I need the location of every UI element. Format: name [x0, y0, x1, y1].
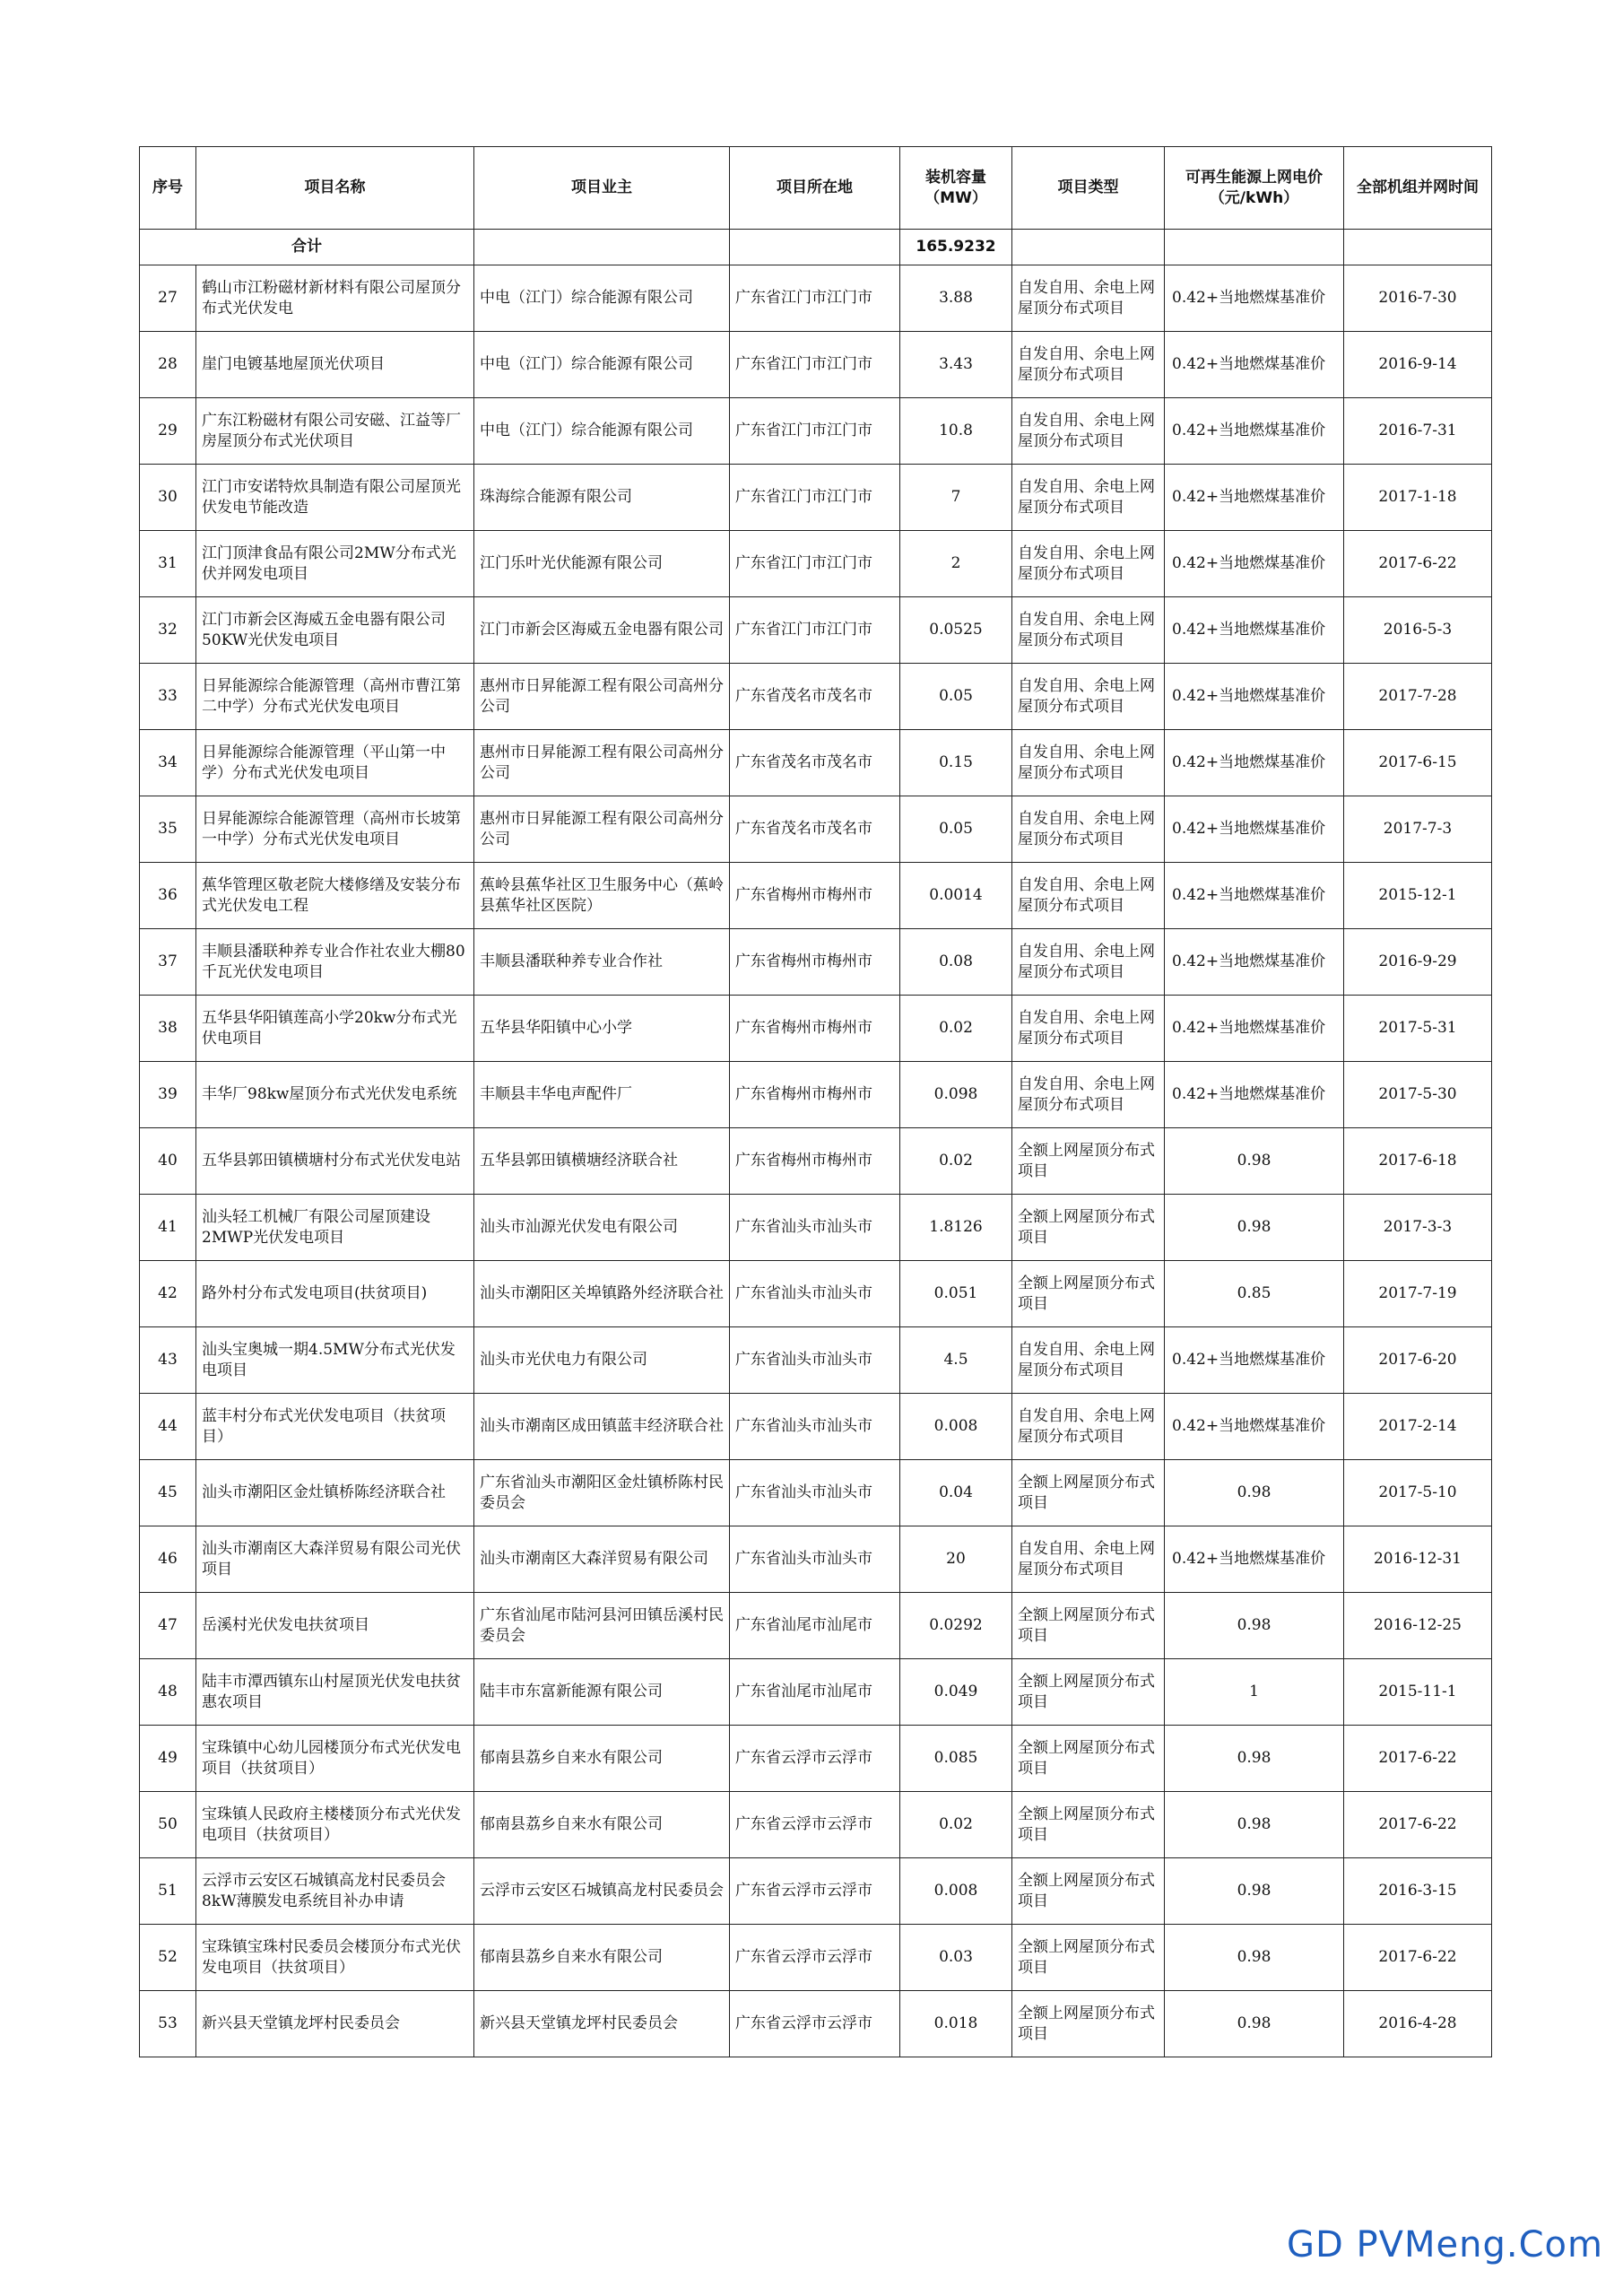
- cell-grid-time: 2017-5-31: [1344, 996, 1492, 1062]
- cell-owner: 广东省汕头市潮阳区金灶镇桥陈村民委员会: [474, 1460, 730, 1526]
- cell-owner: 丰顺县潘联种养专业合作社: [474, 929, 730, 996]
- cell-project-name: 五华县郭田镇横塘村分布式光伏发电站: [196, 1128, 474, 1195]
- cell-owner: 江门市新会区海威五金电器有限公司: [474, 597, 730, 664]
- cell-project-name: 鹤山市江粉磁材新材料有限公司屋顶分布式光伏发电: [196, 265, 474, 332]
- table-body: [140, 230, 1492, 2057]
- cell-grid-time: 2017-7-19: [1344, 1261, 1492, 1327]
- cell-capacity: 0.02: [900, 1792, 1012, 1858]
- cell-project-type: 自发自用、余电上网屋顶分布式项目: [1012, 1062, 1165, 1128]
- cell-price: 1: [1165, 1659, 1344, 1726]
- table-row: [140, 1726, 1492, 1792]
- cell-location: 广东省云浮市云浮市: [730, 1858, 900, 1925]
- cell-owner: 惠州市日昇能源工程有限公司高州分公司: [474, 796, 730, 863]
- cell-capacity: 0.008: [900, 1858, 1012, 1925]
- table-row: [140, 1062, 1492, 1128]
- cell-seq: 46: [140, 1526, 196, 1593]
- cell-price: 0.98: [1165, 1792, 1344, 1858]
- cell-seq: 32: [140, 597, 196, 664]
- cell-project-name: 宝珠镇宝珠村民委员会楼顶分布式光伏发电项目（扶贫项目）: [196, 1925, 474, 1991]
- cell-grid-time: 2016-3-15: [1344, 1858, 1492, 1925]
- cell-location: 广东省汕尾市汕尾市: [730, 1659, 900, 1726]
- cell-capacity: 0.051: [900, 1261, 1012, 1327]
- cell-location: 广东省茂名市茂名市: [730, 664, 900, 730]
- cell-project-type: 全额上网屋顶分布式项目: [1012, 1659, 1165, 1726]
- cell-project-type: 全额上网屋顶分布式项目: [1012, 1858, 1165, 1925]
- cell-price: 0.98: [1165, 1991, 1344, 2057]
- cell-owner: 中电（江门）综合能源有限公司: [474, 398, 730, 465]
- cell-seq: 31: [140, 531, 196, 597]
- cell-project-name: 江门顶津食品有限公司2MW分布式光伏并网发电项目: [196, 531, 474, 597]
- project-table: [139, 146, 1492, 2057]
- cell-location: 广东省汕头市汕头市: [730, 1195, 900, 1261]
- cell-owner: 郁南县荔乡自来水有限公司: [474, 1792, 730, 1858]
- table-row: [140, 664, 1492, 730]
- cell-project-type: 全额上网屋顶分布式项目: [1012, 1128, 1165, 1195]
- total-capacity: 165.9232: [900, 230, 1012, 265]
- table-row: [140, 1261, 1492, 1327]
- cell-price: 0.42+当地燃煤基准价: [1165, 863, 1344, 929]
- cell-capacity: 0.02: [900, 1128, 1012, 1195]
- cell-grid-time: 2016-12-25: [1344, 1593, 1492, 1659]
- cell-owner: 汕头市汕源光伏发电有限公司: [474, 1195, 730, 1261]
- cell-seq: 28: [140, 332, 196, 398]
- cell-price: 0.42+当地燃煤基准价: [1165, 929, 1344, 996]
- total-row: [140, 230, 1492, 265]
- cell-seq: 37: [140, 929, 196, 996]
- cell-location: 广东省云浮市云浮市: [730, 1925, 900, 1991]
- cell-location: 广东省梅州市梅州市: [730, 1062, 900, 1128]
- cell-seq: 41: [140, 1195, 196, 1261]
- header-row: [140, 147, 1492, 230]
- total-empty-cell: [1165, 230, 1344, 265]
- cell-seq: 45: [140, 1460, 196, 1526]
- cell-project-type: 全额上网屋顶分布式项目: [1012, 1726, 1165, 1792]
- cell-location: 广东省云浮市云浮市: [730, 1991, 900, 2057]
- cell-project-type: 全额上网屋顶分布式项目: [1012, 1261, 1165, 1327]
- header-type: 项目类型: [1012, 147, 1165, 230]
- cell-price: 0.98: [1165, 1593, 1344, 1659]
- cell-price: 0.42+当地燃煤基准价: [1165, 796, 1344, 863]
- cell-project-name: 宝珠镇中心幼儿园楼顶分布式光伏发电项目（扶贫项目）: [196, 1726, 474, 1792]
- cell-location: 广东省汕尾市汕尾市: [730, 1593, 900, 1659]
- cell-project-name: 宝珠镇人民政府主楼楼顶分布式光伏发电项目（扶贫项目）: [196, 1792, 474, 1858]
- cell-project-name: 汕头宝奥城一期4.5MW分布式光伏发电项目: [196, 1327, 474, 1394]
- cell-grid-time: 2017-5-10: [1344, 1460, 1492, 1526]
- header-price: 可再生能源上网电价（元/kWh）: [1165, 147, 1344, 230]
- table-row: [140, 1195, 1492, 1261]
- total-empty-cell: [1344, 230, 1492, 265]
- cell-price: 0.98: [1165, 1460, 1344, 1526]
- cell-seq: 47: [140, 1593, 196, 1659]
- cell-grid-time: 2017-2-14: [1344, 1394, 1492, 1460]
- cell-grid-time: 2017-6-22: [1344, 1792, 1492, 1858]
- cell-seq: 53: [140, 1991, 196, 2057]
- cell-price: 0.98: [1165, 1128, 1344, 1195]
- cell-price: 0.42+当地燃煤基准价: [1165, 531, 1344, 597]
- cell-grid-time: 2017-7-28: [1344, 664, 1492, 730]
- cell-grid-time: 2017-5-30: [1344, 1062, 1492, 1128]
- table-row: [140, 1925, 1492, 1991]
- cell-project-name: 蓝丰村分布式光伏发电项目（扶贫项目）: [196, 1394, 474, 1460]
- cell-price: 0.42+当地燃煤基准价: [1165, 265, 1344, 332]
- cell-grid-time: 2015-12-1: [1344, 863, 1492, 929]
- cell-grid-time: 2017-1-18: [1344, 465, 1492, 531]
- cell-project-type: 自发自用、余电上网屋顶分布式项目: [1012, 265, 1165, 332]
- table-row: [140, 1991, 1492, 2057]
- table-row: [140, 1593, 1492, 1659]
- cell-owner: 汕头市潮阳区关埠镇路外经济联合社: [474, 1261, 730, 1327]
- table-row: [140, 398, 1492, 465]
- table-row: [140, 465, 1492, 531]
- cell-capacity: 10.8: [900, 398, 1012, 465]
- cell-owner: 新兴县天堂镇龙坪村民委员会: [474, 1991, 730, 2057]
- cell-project-name: 丰华厂98kw屋顶分布式光伏发电系统: [196, 1062, 474, 1128]
- cell-project-name: 汕头市潮南区大森洋贸易有限公司光伏项目: [196, 1526, 474, 1593]
- cell-seq: 49: [140, 1726, 196, 1792]
- cell-grid-time: 2017-6-20: [1344, 1327, 1492, 1394]
- cell-price: 0.85: [1165, 1261, 1344, 1327]
- cell-grid-time: 2017-6-15: [1344, 730, 1492, 796]
- table-row: [140, 1792, 1492, 1858]
- cell-project-type: 自发自用、余电上网屋顶分布式项目: [1012, 996, 1165, 1062]
- cell-capacity: 0.15: [900, 730, 1012, 796]
- cell-grid-time: 2017-6-18: [1344, 1128, 1492, 1195]
- cell-capacity: 0.0525: [900, 597, 1012, 664]
- table-row: [140, 1659, 1492, 1726]
- cell-location: 广东省梅州市梅州市: [730, 929, 900, 996]
- cell-project-name: 云浮市云安区石城镇高龙村民委员会8kW薄膜发电系统目补办申请: [196, 1858, 474, 1925]
- cell-project-name: 日昇能源综合能源管理（高州市长坡第一中学）分布式光伏发电项目: [196, 796, 474, 863]
- cell-price: 0.42+当地燃煤基准价: [1165, 730, 1344, 796]
- cell-project-name: 广东江粉磁材有限公司安磁、江益等厂房屋顶分布式光伏项目: [196, 398, 474, 465]
- cell-project-type: 自发自用、余电上网屋顶分布式项目: [1012, 531, 1165, 597]
- cell-capacity: 4.5: [900, 1327, 1012, 1394]
- cell-capacity: 0.008: [900, 1394, 1012, 1460]
- cell-grid-time: 2017-6-22: [1344, 531, 1492, 597]
- header-capacity: 装机容量（MW）: [900, 147, 1012, 230]
- cell-grid-time: 2016-5-3: [1344, 597, 1492, 664]
- cell-seq: 35: [140, 796, 196, 863]
- cell-project-type: 自发自用、余电上网屋顶分布式项目: [1012, 796, 1165, 863]
- cell-seq: 33: [140, 664, 196, 730]
- watermark-text: GD PVMeng.Com: [1287, 2224, 1603, 2266]
- cell-owner: 陆丰市东富新能源有限公司: [474, 1659, 730, 1726]
- table-row: [140, 332, 1492, 398]
- cell-price: 0.98: [1165, 1925, 1344, 1991]
- cell-project-type: 自发自用、余电上网屋顶分布式项目: [1012, 664, 1165, 730]
- cell-project-name: 岳溪村光伏发电扶贫项目: [196, 1593, 474, 1659]
- table-row: [140, 597, 1492, 664]
- cell-project-type: 自发自用、余电上网屋顶分布式项目: [1012, 465, 1165, 531]
- cell-price: 0.42+当地燃煤基准价: [1165, 398, 1344, 465]
- cell-capacity: 0.0014: [900, 863, 1012, 929]
- table-row: [140, 1460, 1492, 1526]
- cell-price: 0.42+当地燃煤基准价: [1165, 1394, 1344, 1460]
- cell-price: 0.42+当地燃煤基准价: [1165, 332, 1344, 398]
- cell-seq: 44: [140, 1394, 196, 1460]
- cell-grid-time: 2017-6-22: [1344, 1726, 1492, 1792]
- cell-project-name: 汕头轻工机械厂有限公司屋顶建设2MWP光伏发电项目: [196, 1195, 474, 1261]
- cell-capacity: 0.085: [900, 1726, 1012, 1792]
- table-row: [140, 1394, 1492, 1460]
- cell-owner: 汕头市潮南区大森洋贸易有限公司: [474, 1526, 730, 1593]
- cell-project-name: 江门市新会区海威五金电器有限公司50KW光伏发电项目: [196, 597, 474, 664]
- cell-price: 0.98: [1165, 1858, 1344, 1925]
- table-row: [140, 730, 1492, 796]
- table-row: [140, 929, 1492, 996]
- cell-price: 0.42+当地燃煤基准价: [1165, 996, 1344, 1062]
- cell-project-type: 自发自用、余电上网屋顶分布式项目: [1012, 1327, 1165, 1394]
- cell-location: 广东省茂名市茂名市: [730, 730, 900, 796]
- cell-project-type: 全额上网屋顶分布式项目: [1012, 1991, 1165, 2057]
- cell-capacity: 0.02: [900, 996, 1012, 1062]
- cell-project-name: 陆丰市潭西镇东山村屋顶光伏发电扶贫惠农项目: [196, 1659, 474, 1726]
- cell-owner: 江门乐叶光伏能源有限公司: [474, 531, 730, 597]
- cell-capacity: 3.43: [900, 332, 1012, 398]
- cell-grid-time: 2017-6-22: [1344, 1925, 1492, 1991]
- cell-seq: 27: [140, 265, 196, 332]
- cell-price: 0.42+当地燃煤基准价: [1165, 597, 1344, 664]
- cell-price: 0.42+当地燃煤基准价: [1165, 465, 1344, 531]
- table-row: [140, 796, 1492, 863]
- cell-capacity: 20: [900, 1526, 1012, 1593]
- cell-owner: 丰顺县丰华电声配件厂: [474, 1062, 730, 1128]
- cell-owner: 郁南县荔乡自来水有限公司: [474, 1726, 730, 1792]
- cell-project-name: 蕉华管理区敬老院大楼修缮及安装分布式光伏发电工程: [196, 863, 474, 929]
- cell-seq: 34: [140, 730, 196, 796]
- cell-owner: 珠海综合能源有限公司: [474, 465, 730, 531]
- cell-price: 0.42+当地燃煤基准价: [1165, 1526, 1344, 1593]
- cell-seq: 36: [140, 863, 196, 929]
- cell-grid-time: 2015-11-1: [1344, 1659, 1492, 1726]
- table-row: [140, 1526, 1492, 1593]
- cell-owner: 惠州市日昇能源工程有限公司高州分公司: [474, 664, 730, 730]
- cell-owner: 五华县华阳镇中心小学: [474, 996, 730, 1062]
- cell-seq: 38: [140, 996, 196, 1062]
- cell-project-type: 全额上网屋顶分布式项目: [1012, 1925, 1165, 1991]
- header-grid-time: 全部机组并网时间: [1344, 147, 1492, 230]
- cell-project-name: 日昇能源综合能源管理（平山第一中学）分布式光伏发电项目: [196, 730, 474, 796]
- cell-location: 广东省汕头市汕头市: [730, 1261, 900, 1327]
- table-row: [140, 996, 1492, 1062]
- table-row: [140, 863, 1492, 929]
- cell-price: 0.42+当地燃煤基准价: [1165, 1327, 1344, 1394]
- cell-owner: 云浮市云安区石城镇高龙村民委员会: [474, 1858, 730, 1925]
- cell-project-name: 汕头市潮阳区金灶镇桥陈经济联合社: [196, 1460, 474, 1526]
- cell-grid-time: 2016-7-30: [1344, 265, 1492, 332]
- cell-seq: 51: [140, 1858, 196, 1925]
- cell-capacity: 0.05: [900, 796, 1012, 863]
- cell-capacity: 3.88: [900, 265, 1012, 332]
- total-empty-cell: [1012, 230, 1165, 265]
- cell-location: 广东省云浮市云浮市: [730, 1792, 900, 1858]
- cell-project-name: 新兴县天堂镇龙坪村民委员会: [196, 1991, 474, 2057]
- cell-seq: 30: [140, 465, 196, 531]
- cell-capacity: 0.04: [900, 1460, 1012, 1526]
- cell-location: 广东省江门市江门市: [730, 465, 900, 531]
- cell-grid-time: 2016-9-14: [1344, 332, 1492, 398]
- cell-location: 广东省茂名市茂名市: [730, 796, 900, 863]
- cell-grid-time: 2016-7-31: [1344, 398, 1492, 465]
- cell-location: 广东省汕头市汕头市: [730, 1327, 900, 1394]
- cell-project-type: 自发自用、余电上网屋顶分布式项目: [1012, 863, 1165, 929]
- cell-grid-time: 2017-7-3: [1344, 796, 1492, 863]
- cell-project-name: 路外村分布式发电项目(扶贫项目): [196, 1261, 474, 1327]
- cell-capacity: 2: [900, 531, 1012, 597]
- cell-project-type: 自发自用、余电上网屋顶分布式项目: [1012, 332, 1165, 398]
- cell-owner: 中电（江门）综合能源有限公司: [474, 265, 730, 332]
- cell-seq: 40: [140, 1128, 196, 1195]
- cell-capacity: 0.08: [900, 929, 1012, 996]
- total-empty-cell: [730, 230, 900, 265]
- cell-grid-time: 2016-4-28: [1344, 1991, 1492, 2057]
- cell-capacity: 0.018: [900, 1991, 1012, 2057]
- cell-project-type: 自发自用、余电上网屋顶分布式项目: [1012, 597, 1165, 664]
- cell-location: 广东省梅州市梅州市: [730, 996, 900, 1062]
- cell-project-type: 自发自用、余电上网屋顶分布式项目: [1012, 730, 1165, 796]
- header-name: 项目名称: [196, 147, 474, 230]
- cell-location: 广东省汕头市汕头市: [730, 1526, 900, 1593]
- table-row: [140, 265, 1492, 332]
- cell-seq: 50: [140, 1792, 196, 1858]
- cell-seq: 39: [140, 1062, 196, 1128]
- cell-project-name: 江门市安诺特炊具制造有限公司屋顶光伏发电节能改造: [196, 465, 474, 531]
- cell-project-type: 自发自用、余电上网屋顶分布式项目: [1012, 398, 1165, 465]
- cell-grid-time: 2016-12-31: [1344, 1526, 1492, 1593]
- cell-owner: 惠州市日昇能源工程有限公司高州分公司: [474, 730, 730, 796]
- header-location: 项目所在地: [730, 147, 900, 230]
- cell-location: 广东省云浮市云浮市: [730, 1726, 900, 1792]
- cell-project-name: 五华县华阳镇莲高小学20kw分布式光伏电项目: [196, 996, 474, 1062]
- cell-project-type: 自发自用、余电上网屋顶分布式项目: [1012, 1526, 1165, 1593]
- table-row: [140, 531, 1492, 597]
- cell-seq: 48: [140, 1659, 196, 1726]
- cell-capacity: 0.03: [900, 1925, 1012, 1991]
- cell-location: 广东省江门市江门市: [730, 398, 900, 465]
- cell-owner: 蕉岭县蕉华社区卫生服务中心（蕉岭县蕉华社区医院）: [474, 863, 730, 929]
- cell-capacity: 0.098: [900, 1062, 1012, 1128]
- cell-seq: 43: [140, 1327, 196, 1394]
- table-row: [140, 1327, 1492, 1394]
- cell-project-type: 自发自用、余电上网屋顶分布式项目: [1012, 929, 1165, 996]
- cell-project-type: 全额上网屋顶分布式项目: [1012, 1593, 1165, 1659]
- cell-location: 广东省江门市江门市: [730, 531, 900, 597]
- table-row: [140, 1128, 1492, 1195]
- cell-owner: 郁南县荔乡自来水有限公司: [474, 1925, 730, 1991]
- cell-project-name: 崖门电镀基地屋顶光伏项目: [196, 332, 474, 398]
- cell-seq: 42: [140, 1261, 196, 1327]
- cell-grid-time: 2017-3-3: [1344, 1195, 1492, 1261]
- cell-owner: 汕头市潮南区成田镇蓝丰经济联合社: [474, 1394, 730, 1460]
- cell-price: 0.42+当地燃煤基准价: [1165, 664, 1344, 730]
- cell-location: 广东省汕头市汕头市: [730, 1394, 900, 1460]
- cell-price: 0.98: [1165, 1195, 1344, 1261]
- cell-capacity: 0.049: [900, 1659, 1012, 1726]
- cell-location: 广东省江门市江门市: [730, 265, 900, 332]
- cell-project-type: 全额上网屋顶分布式项目: [1012, 1792, 1165, 1858]
- cell-capacity: 0.05: [900, 664, 1012, 730]
- cell-project-name: 丰顺县潘联种养专业合作社农业大棚80千瓦光伏发电项目: [196, 929, 474, 996]
- cell-location: 广东省汕头市汕头市: [730, 1460, 900, 1526]
- cell-project-type: 自发自用、余电上网屋顶分布式项目: [1012, 1394, 1165, 1460]
- header-owner: 项目业主: [474, 147, 730, 230]
- cell-capacity: 1.8126: [900, 1195, 1012, 1261]
- cell-owner: 中电（江门）综合能源有限公司: [474, 332, 730, 398]
- cell-location: 广东省江门市江门市: [730, 332, 900, 398]
- cell-project-type: 全额上网屋顶分布式项目: [1012, 1460, 1165, 1526]
- cell-price: 0.98: [1165, 1726, 1344, 1792]
- cell-owner: 汕头市光伏电力有限公司: [474, 1327, 730, 1394]
- cell-owner: 五华县郭田镇横塘经济联合社: [474, 1128, 730, 1195]
- total-label: 合计: [140, 230, 474, 265]
- cell-price: 0.42+当地燃煤基准价: [1165, 1062, 1344, 1128]
- cell-seq: 29: [140, 398, 196, 465]
- table-row: [140, 1858, 1492, 1925]
- cell-location: 广东省江门市江门市: [730, 597, 900, 664]
- cell-capacity: 7: [900, 465, 1012, 531]
- cell-project-name: 日昇能源综合能源管理（高州市曹江第二中学）分布式光伏发电项目: [196, 664, 474, 730]
- total-empty-cell: [474, 230, 730, 265]
- cell-location: 广东省梅州市梅州市: [730, 863, 900, 929]
- header-seq: 序号: [140, 147, 196, 230]
- cell-project-type: 全额上网屋顶分布式项目: [1012, 1195, 1165, 1261]
- cell-owner: 广东省汕尾市陆河县河田镇岳溪村民委员会: [474, 1593, 730, 1659]
- cell-grid-time: 2016-9-29: [1344, 929, 1492, 996]
- cell-capacity: 0.0292: [900, 1593, 1012, 1659]
- cell-location: 广东省梅州市梅州市: [730, 1128, 900, 1195]
- cell-seq: 52: [140, 1925, 196, 1991]
